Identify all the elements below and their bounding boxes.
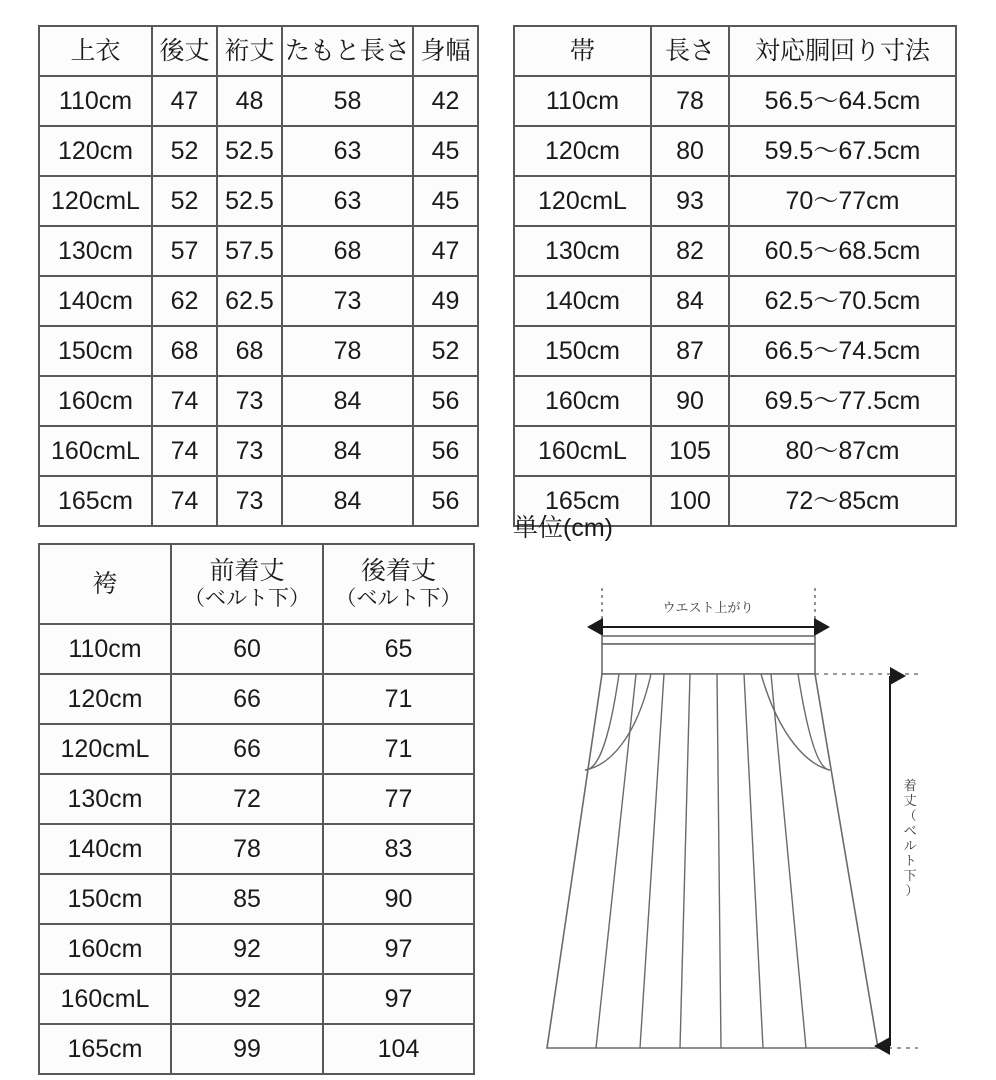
cell-size: 130cm bbox=[514, 226, 651, 276]
cell-size: 150cm bbox=[514, 326, 651, 376]
column-header-back-length: 後丈 bbox=[152, 26, 217, 76]
cell-size: 130cm bbox=[39, 774, 171, 824]
table-row bbox=[39, 76, 478, 126]
table-row bbox=[514, 326, 956, 376]
cell-value: 57.5 bbox=[217, 226, 282, 276]
cell-value: 59.5〜67.5cm bbox=[729, 126, 956, 176]
cell-value: 45 bbox=[413, 176, 478, 226]
cell-value: 52.5 bbox=[217, 126, 282, 176]
cell-size: 165cm bbox=[514, 476, 651, 526]
table-row bbox=[39, 674, 474, 724]
cell-value: 97 bbox=[323, 924, 474, 974]
cell-size: 120cm bbox=[39, 126, 152, 176]
cell-size: 160cmL bbox=[514, 426, 651, 476]
cell-value: 47 bbox=[413, 226, 478, 276]
column-header-sleeve-drop: たもと長さ bbox=[282, 26, 413, 76]
table-row bbox=[514, 126, 956, 176]
table-row bbox=[514, 376, 956, 426]
obi-size-table bbox=[513, 25, 957, 527]
cell-value: 85 bbox=[171, 874, 323, 924]
cell-value: 82 bbox=[651, 226, 729, 276]
cell-value: 92 bbox=[171, 974, 323, 1024]
cell-value: 65 bbox=[323, 624, 474, 674]
cell-value: 77 bbox=[323, 774, 474, 824]
column-header-back-length-main: 後着丈 bbox=[360, 556, 436, 585]
column-header-sleeve-length: 裄丈 bbox=[217, 26, 282, 76]
cell-value: 63 bbox=[282, 176, 413, 226]
table-row bbox=[39, 476, 478, 526]
cell-value: 52 bbox=[413, 326, 478, 376]
cell-value: 93 bbox=[651, 176, 729, 226]
cell-value: 72 bbox=[171, 774, 323, 824]
cell-size: 120cmL bbox=[514, 176, 651, 226]
cell-size: 140cm bbox=[514, 276, 651, 326]
cell-value: 66.5〜74.5cm bbox=[729, 326, 956, 376]
cell-value: 60 bbox=[171, 624, 323, 674]
cell-value: 62.5〜70.5cm bbox=[729, 276, 956, 326]
cell-size: 150cm bbox=[39, 874, 171, 924]
hakama-measurement-diagram bbox=[518, 580, 988, 1070]
cell-value: 78 bbox=[171, 824, 323, 874]
cell-value: 56.5〜64.5cm bbox=[729, 76, 956, 126]
cell-size: 120cm bbox=[39, 674, 171, 724]
table-row bbox=[39, 724, 474, 774]
cell-value: 99 bbox=[171, 1024, 323, 1074]
cell-value: 84 bbox=[651, 276, 729, 326]
cell-value: 42 bbox=[413, 76, 478, 126]
cell-value: 78 bbox=[282, 326, 413, 376]
cell-value: 74 bbox=[152, 426, 217, 476]
table-row bbox=[514, 226, 956, 276]
cell-size: 165cm bbox=[39, 1024, 171, 1074]
cell-value: 73 bbox=[217, 376, 282, 426]
cell-size: 160cm bbox=[39, 376, 152, 426]
jacket-size-table bbox=[38, 25, 479, 527]
cell-value: 100 bbox=[651, 476, 729, 526]
cell-value: 74 bbox=[152, 376, 217, 426]
table-row bbox=[39, 1024, 474, 1074]
column-header-obi: 帯 bbox=[514, 26, 651, 76]
length-measure-label: 着 丈 （ ベ ル ト 下 ） bbox=[903, 778, 919, 898]
table-row bbox=[39, 624, 474, 674]
hakama-skirt-outline bbox=[547, 674, 878, 1048]
cell-value: 84 bbox=[282, 476, 413, 526]
cell-size: 110cm bbox=[39, 76, 152, 126]
column-header-body-width: 身幅 bbox=[413, 26, 478, 76]
table-row bbox=[39, 126, 478, 176]
table-row bbox=[39, 276, 478, 326]
table-row bbox=[39, 226, 478, 276]
cell-value: 69.5〜77.5cm bbox=[729, 376, 956, 426]
column-header-back-length-sub: （ベルト下） bbox=[335, 587, 462, 611]
cell-size: 110cm bbox=[514, 76, 651, 126]
cell-value: 48 bbox=[217, 76, 282, 126]
cell-value: 70〜77cm bbox=[729, 176, 956, 226]
cell-value: 71 bbox=[323, 674, 474, 724]
cell-size: 120cmL bbox=[39, 176, 152, 226]
table-row bbox=[39, 774, 474, 824]
cell-value: 52.5 bbox=[217, 176, 282, 226]
cell-size: 150cm bbox=[39, 326, 152, 376]
cell-value: 45 bbox=[413, 126, 478, 176]
table-row bbox=[39, 376, 478, 426]
hakama-size-table bbox=[38, 543, 475, 1075]
table-row bbox=[39, 176, 478, 226]
column-header-hakama bbox=[39, 544, 171, 624]
cell-value: 66 bbox=[171, 674, 323, 724]
table-row bbox=[39, 874, 474, 924]
cell-size: 140cm bbox=[39, 276, 152, 326]
cell-size: 120cmL bbox=[39, 724, 171, 774]
cell-value: 56 bbox=[413, 376, 478, 426]
cell-size: 130cm bbox=[39, 226, 152, 276]
cell-value: 47 bbox=[152, 76, 217, 126]
cell-value: 60.5〜68.5cm bbox=[729, 226, 956, 276]
cell-value: 90 bbox=[651, 376, 729, 426]
cell-value: 104 bbox=[323, 1024, 474, 1074]
cell-value: 52 bbox=[152, 126, 217, 176]
cell-value: 87 bbox=[651, 326, 729, 376]
cell-value: 105 bbox=[651, 426, 729, 476]
cell-value: 71 bbox=[323, 724, 474, 774]
cell-size: 160cm bbox=[514, 376, 651, 426]
table-row bbox=[514, 76, 956, 126]
cell-value: 73 bbox=[217, 426, 282, 476]
cell-size: 165cm bbox=[39, 476, 152, 526]
column-header-back-length bbox=[323, 544, 474, 624]
cell-value: 63 bbox=[282, 126, 413, 176]
waistband-top-strip bbox=[602, 636, 815, 644]
cell-value: 62 bbox=[152, 276, 217, 326]
cell-value: 90 bbox=[323, 874, 474, 924]
cell-value: 56 bbox=[413, 426, 478, 476]
cell-value: 80〜87cm bbox=[729, 426, 956, 476]
cell-value: 49 bbox=[413, 276, 478, 326]
cell-value: 68 bbox=[217, 326, 282, 376]
cell-value: 72〜85cm bbox=[729, 476, 956, 526]
cell-value: 66 bbox=[171, 724, 323, 774]
cell-value: 84 bbox=[282, 426, 413, 476]
table-row bbox=[514, 276, 956, 326]
cell-value: 62.5 bbox=[217, 276, 282, 326]
cell-size: 110cm bbox=[39, 624, 171, 674]
cell-value: 73 bbox=[282, 276, 413, 326]
cell-value: 84 bbox=[282, 376, 413, 426]
table-row bbox=[39, 326, 478, 376]
waistband-body bbox=[602, 644, 815, 674]
cell-value: 92 bbox=[171, 924, 323, 974]
column-header-garment: 上衣 bbox=[39, 26, 152, 76]
cell-value: 83 bbox=[323, 824, 474, 874]
cell-size: 160cmL bbox=[39, 426, 152, 476]
column-header-hakama-main: 袴 bbox=[92, 569, 118, 598]
cell-size: 120cm bbox=[514, 126, 651, 176]
table-row bbox=[514, 426, 956, 476]
cell-value: 73 bbox=[217, 476, 282, 526]
cell-value: 52 bbox=[152, 176, 217, 226]
table-row bbox=[514, 176, 956, 226]
cell-size: 140cm bbox=[39, 824, 171, 874]
waist-width-label: ウエスト上がり bbox=[662, 600, 754, 615]
column-header-front-length-main: 前着丈 bbox=[209, 556, 285, 585]
column-header-front-length-sub: （ベルト下） bbox=[184, 587, 310, 611]
cell-size: 160cm bbox=[39, 924, 171, 974]
table-row bbox=[39, 824, 474, 874]
unit-note: 単位(cm) bbox=[513, 514, 613, 542]
cell-size: 160cmL bbox=[39, 974, 171, 1024]
cell-value: 56 bbox=[413, 476, 478, 526]
table-header-row bbox=[514, 26, 956, 76]
cell-value: 80 bbox=[651, 126, 729, 176]
column-header-front-length bbox=[171, 544, 323, 624]
cell-value: 57 bbox=[152, 226, 217, 276]
cell-value: 58 bbox=[282, 76, 413, 126]
cell-value: 68 bbox=[282, 226, 413, 276]
column-header-waist-range: 対応胴回り寸法 bbox=[729, 26, 956, 76]
column-header-length: 長さ bbox=[651, 26, 729, 76]
cell-value: 78 bbox=[651, 76, 729, 126]
table-row bbox=[39, 426, 478, 476]
table-row bbox=[39, 974, 474, 1024]
cell-value: 97 bbox=[323, 974, 474, 1024]
table-header-row bbox=[39, 26, 478, 76]
cell-value: 74 bbox=[152, 476, 217, 526]
table-header-row bbox=[39, 544, 474, 624]
cell-value: 68 bbox=[152, 326, 217, 376]
table-row bbox=[39, 924, 474, 974]
